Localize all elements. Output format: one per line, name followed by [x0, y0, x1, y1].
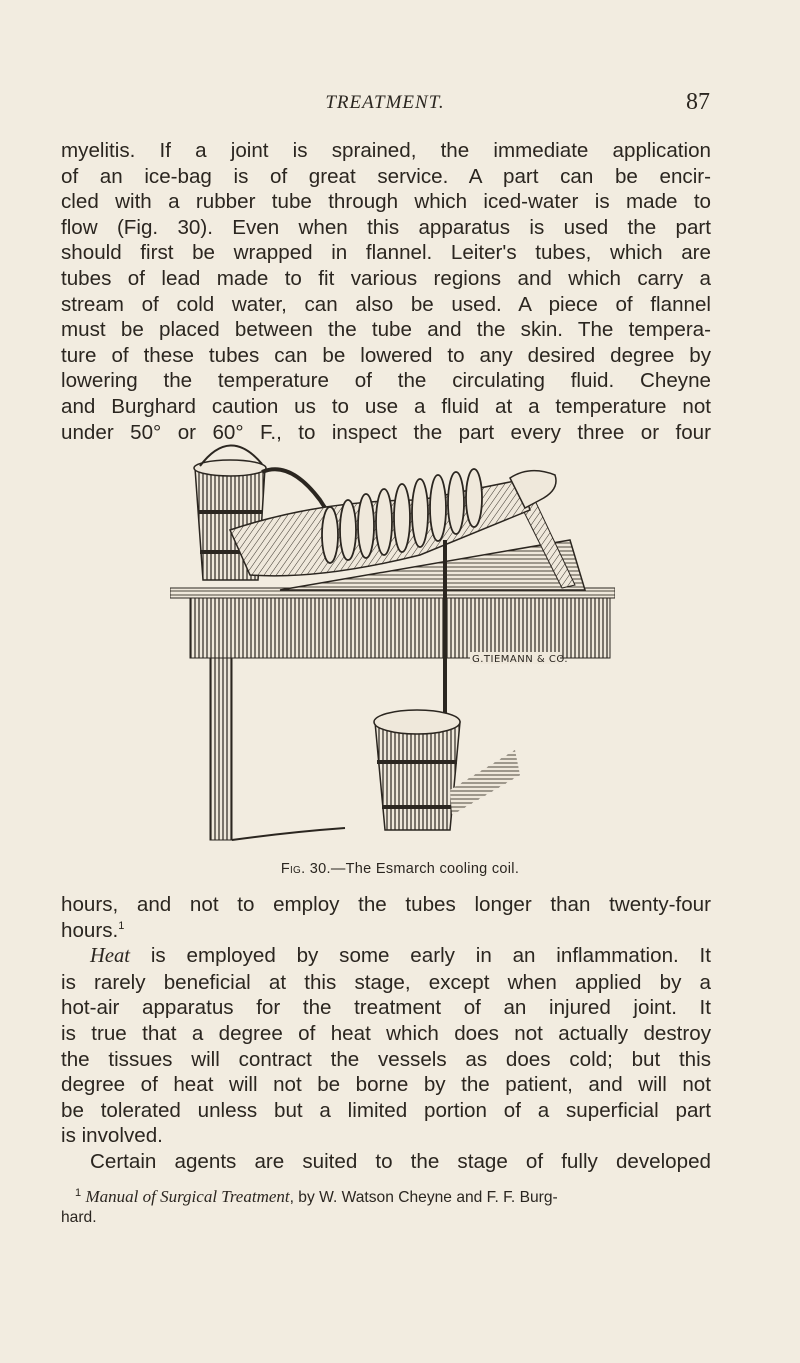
text-line: flow (Fig. 30). Even when this apparatus is used the part	[61, 215, 711, 239]
bucket-shadow	[450, 750, 520, 815]
figure-esmarch-cooling-coil	[170, 430, 615, 850]
lower-bucket	[375, 722, 460, 830]
text-line: under 50° or 60° F., to inspect the part every three or four	[61, 420, 711, 444]
text-line	[61, 943, 711, 970]
footnote-line	[61, 1186, 558, 1206]
text-line: is true that a degree of heat which does not actually destroy	[61, 1021, 711, 1045]
running-title: TREATMENT.	[325, 92, 445, 113]
text-line: and Burghard caution us to use a fluid at a temperature not	[61, 394, 711, 418]
figure-label: Fig. 30.	[280, 861, 331, 877]
footnote-text: , by W. Watson Cheyne and F. F. Burg-	[289, 1189, 558, 1206]
text-line: stream of cold water, can also be used. A piece of flannel	[61, 292, 711, 316]
text-line-rest: is employed by some early in an inflammation. It	[130, 944, 711, 968]
text-line: Certain agents are suited to the stage of fully developed	[90, 1149, 711, 1173]
table-leg	[210, 658, 232, 840]
text-line: of an ice-bag is of great service. A part can be encir-	[61, 164, 711, 188]
text-line: hours, and not to employ the tubes longer than twenty-four	[61, 893, 711, 916]
text-line: lowering the temperature of the circulating fluid. Cheyne	[61, 369, 711, 393]
text-line: should first be wrapped in flannel. Leiter's tubes, which are	[61, 241, 711, 265]
bucket-hoop	[382, 805, 454, 809]
text-line: degree of heat will not be borne by the patient, and will not	[61, 1073, 711, 1097]
figure-caption	[0, 861, 800, 877]
paragraph-cold-treatment	[61, 138, 711, 445]
text-line: myelitis. If a joint is sprained, the immediate application	[61, 139, 711, 162]
text-line: is rarely beneficial at this stage, except when applied by a	[61, 970, 711, 994]
text-line: ture of these tubes can be lowered to any desired degree by	[61, 343, 711, 367]
engraving-illustration	[170, 430, 615, 850]
text-line: cled with a rubber tube through which iced-water is made to	[61, 190, 711, 214]
text-line	[61, 918, 711, 944]
text-line: must be placed between the tube and the skin. The tempera-	[61, 318, 711, 342]
paragraph-heat	[61, 892, 711, 1175]
text-line: tubes of lead made to fit various regions and which carry a	[61, 266, 711, 290]
cooling-coil	[322, 469, 482, 563]
footnote-mark: 1	[75, 1186, 82, 1199]
running-header	[60, 89, 710, 120]
heat-word: Heat	[90, 945, 131, 968]
text-line: hot-air apparatus for the treatment of an injured joint. It	[61, 996, 711, 1020]
engraver-mark: G.TIEMANN & CO.	[472, 654, 569, 665]
text-line: the tissues will contract the vessels as does cold; but this	[61, 1047, 711, 1071]
bucket-hoop	[377, 760, 457, 764]
footnote-text-end: hard.	[61, 1209, 97, 1226]
page-number: 87	[686, 89, 710, 115]
footnote-book-title: Manual of Surgical Treatment	[85, 1187, 290, 1206]
floor-shadow	[232, 828, 345, 840]
text-line-end: hours.	[61, 918, 119, 942]
text-line: be tolerated unless but a limited portion of a superficial part	[61, 1098, 711, 1122]
table-apron	[190, 598, 610, 658]
pail-hoop	[198, 510, 262, 514]
caption-text: —The Esmarch cooling coil.	[330, 861, 520, 877]
footnote-ref: 1	[118, 919, 125, 932]
upper-pail-rim	[194, 460, 266, 476]
lower-bucket-rim	[374, 710, 460, 734]
footnote	[61, 1187, 711, 1228]
text-line: is involved.	[61, 1124, 163, 1148]
